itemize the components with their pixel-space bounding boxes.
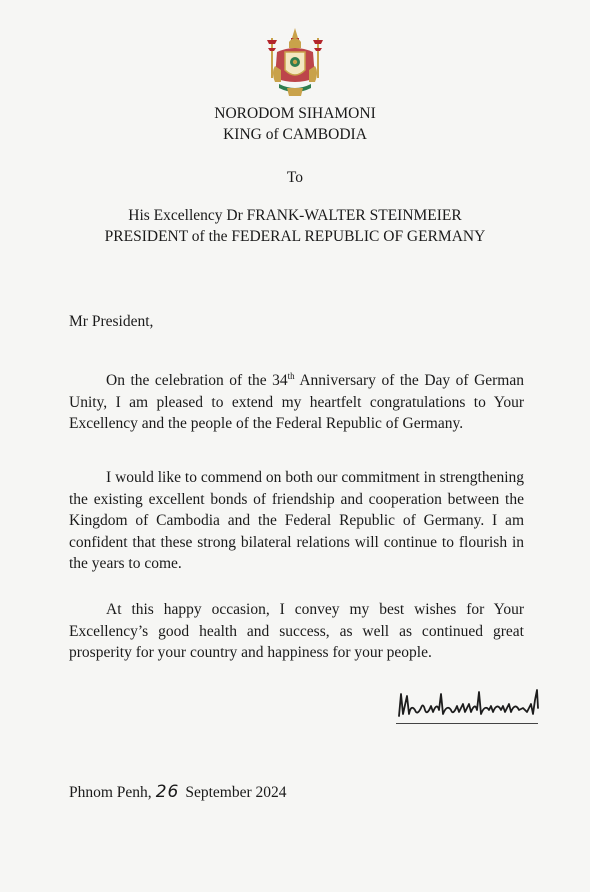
month-year: September 2024: [185, 784, 287, 801]
salutation: Mr President,: [69, 313, 154, 330]
recipient-name: His Excellency Dr FRANK-WALTER STEINMEIER: [128, 207, 462, 224]
recipient-block: [0, 205, 590, 247]
p1-text-end: Anniversary of the Day of German Unity, I am pleased to extend my heartfelt congratulations to Your Excellency and the people of the Federal Republic of Germany.: [69, 372, 524, 432]
p1-text-start: On the celebration of the 34: [106, 372, 288, 389]
body-paragraph-2: I would like to commend on both our commitment in strengthening the existing excellent bonds of friendship and cooperation between the Kingdom of Cambodia and the Federal Republic of Germany. I am confident that these strong bilateral relations will continue to flourish in the years to come.: [69, 469, 524, 572]
sender-name: NORODOM SIHAMONI: [214, 105, 376, 122]
place: Phnom Penh,: [69, 784, 152, 801]
signature-line: [396, 723, 538, 724]
letterhead-sender: [0, 103, 590, 145]
body-paragraph-1: [69, 370, 524, 435]
place-date-line: [69, 782, 287, 802]
body-paragraph-3: At this happy occasion, I convey my best wishes for Your Excellency’s good health and success, as well as continued great prosperity for your country and happiness for your people.: [69, 601, 524, 661]
recipient-title: PRESIDENT of the FEDERAL REPUBLIC OF GERMANY: [104, 228, 486, 245]
royal-coat-of-arms-icon: [263, 26, 327, 98]
ordinal-suffix: th: [287, 370, 295, 381]
sender-title: KING of CAMBODIA: [223, 126, 367, 143]
handwritten-day: 26: [155, 782, 180, 802]
to-label: To: [286, 169, 304, 186]
